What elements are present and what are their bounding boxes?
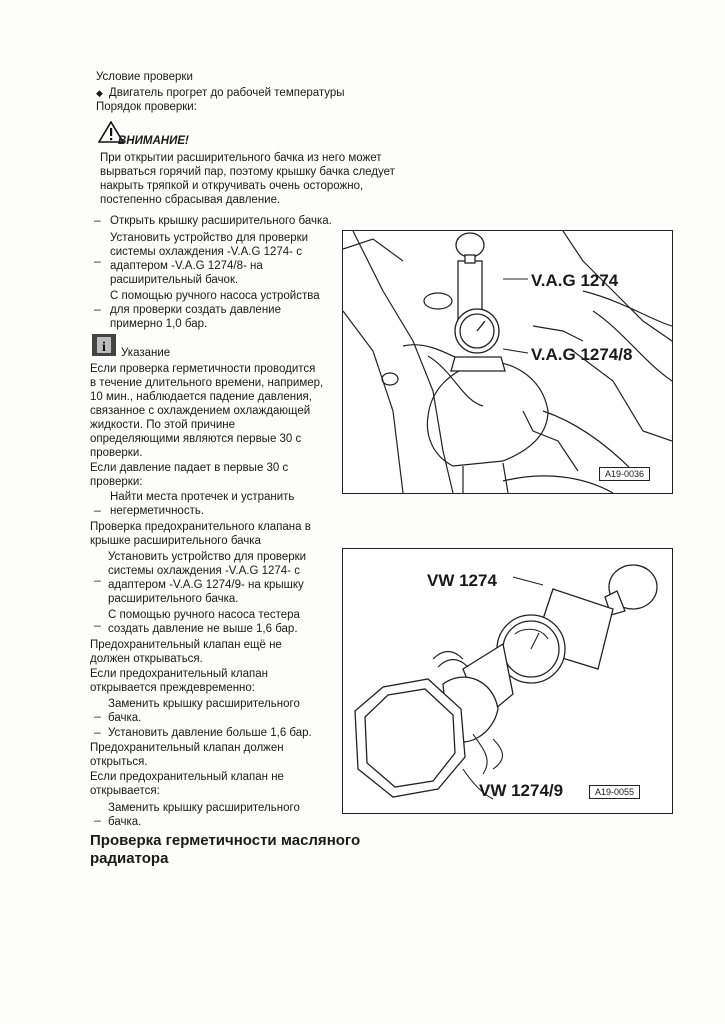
step-install: расширительный бачок. [110, 274, 239, 286]
note-title: Указание [121, 347, 171, 359]
valve-paragraph: Если предохранительный клапан [90, 668, 269, 680]
valve-step-install: расширительного бачка. [108, 593, 239, 605]
valve-step-replace: Заменить крышку расширительного [108, 698, 300, 710]
note-line: проверки: [90, 476, 143, 488]
conditions-heading: Условие проверки [96, 71, 193, 83]
valve-paragraph: открывается: [90, 785, 160, 797]
info-note-icon [91, 333, 117, 357]
valve-paragraph: Предохранительный клапан должен [90, 742, 284, 754]
valve-step-install: Установить устройство для проверки [108, 551, 307, 563]
note-line: в течение длительного времени, например, [90, 377, 324, 389]
label-vw-1274: VW 1274 [427, 571, 497, 590]
warning-line: накрыть тряпкой и откручивать очень осторожно, [100, 180, 364, 192]
note-sub-step: негерметичность. [110, 505, 205, 517]
dash-icon: – [94, 213, 101, 227]
dash-icon: _ [94, 498, 101, 512]
dash-icon: _ [94, 568, 101, 582]
valve-step-install: системы охлаждения -V.A.G 1274- с [108, 565, 300, 577]
note-line: жидкости. По этой причине [90, 419, 236, 431]
note-line: связанное с охлаждением охлаждающей [90, 405, 311, 417]
note-line: проверки. [90, 447, 143, 459]
dash-icon: _ [94, 613, 101, 627]
figure-expansion-tank [342, 230, 673, 494]
figure-cap-tester [342, 548, 673, 814]
valve-step-replace: Заменить крышку расширительного [108, 802, 300, 814]
valve-step-pressure: С помощью ручного насоса тестера [108, 609, 300, 621]
warning-line: При открытии расширительного бачка из него может [100, 152, 382, 164]
step-install: Установить устройство для проверки [110, 232, 309, 244]
order-heading: Порядок проверки: [96, 101, 197, 113]
valve-paragraph: открыться. [90, 756, 148, 768]
valve-step-install: адаптером -V.A.G 1274/9- на крышку [108, 579, 304, 591]
warning-title: ВНИМАНИЕ! [118, 135, 189, 147]
dash-icon: – [94, 302, 101, 316]
valve-step-replace: бачка. [108, 816, 142, 828]
valve-heading: крышке расширительного бачка [90, 535, 261, 547]
step-pressure: С помощью ручного насоса устройства [110, 290, 320, 302]
label-vw-1274-9: VW 1274/9 [479, 781, 564, 800]
valve-step-set-pressure: Установить давление больше 1,6 бар. [108, 727, 312, 739]
valve-paragraph: должен открываться. [90, 653, 203, 665]
step-pressure: примерно 1,0 бар. [110, 318, 208, 330]
figure-code: A19-0055 [589, 785, 640, 799]
valve-heading: Проверка предохранительного клапана в [90, 521, 311, 533]
figure-code: A19-0036 [599, 467, 650, 481]
conditions-bullet-row [96, 86, 345, 100]
valve-step-replace: бачка. [108, 712, 142, 724]
note-line: определяющими являются первые 30 с [90, 433, 302, 445]
step-pressure: для проверки создать давление [110, 304, 281, 316]
step-install: адаптером -V.A.G 1274/8- на [110, 260, 263, 272]
bullet-icon: ◆ [96, 88, 103, 98]
cap-tester-illustration [343, 549, 672, 813]
note-icon-wrap [91, 333, 117, 357]
valve-step-pressure: создать давление не выше 1,6 бар. [108, 623, 298, 635]
step-open-cap: Открыть крышку расширительного бачка. [110, 215, 332, 227]
dash-icon: _ [94, 704, 101, 718]
note-line: Если давление падает в первые 30 с [90, 462, 289, 474]
note-sub-step: Найти места протечек и устранить [110, 491, 295, 503]
section-title: радиатора [90, 850, 169, 867]
note-line: 10 мин., наблюдается падение давления, [90, 391, 312, 403]
dash-icon: – [94, 725, 101, 739]
warning-line: постепенно сбрасывая давление. [100, 194, 281, 206]
step-install: системы охлаждения -V.A.G 1274- с [110, 246, 302, 258]
note-line: Если проверка герметичности проводится [90, 363, 316, 375]
svg-text:i: i [102, 340, 106, 355]
dash-icon: _ [94, 808, 101, 822]
label-vag-1274-8: V.A.G 1274/8 [531, 345, 633, 364]
valve-paragraph: открывается преждевременно: [90, 682, 255, 694]
label-vag-1274: V.A.G 1274 [531, 271, 619, 290]
section-title: Проверка герметичности масляного [90, 832, 361, 849]
conditions-bullet-text: Двигатель прогрет до рабочей температуры [108, 87, 345, 99]
valve-paragraph: Предохранительный клапан ещё не [90, 639, 282, 651]
warning-line: вырваться горячий пар, поэтому крышку бачка следует [100, 166, 395, 178]
valve-paragraph: Если предохранительный клапан не [90, 771, 284, 783]
dash-icon: – [94, 254, 101, 268]
